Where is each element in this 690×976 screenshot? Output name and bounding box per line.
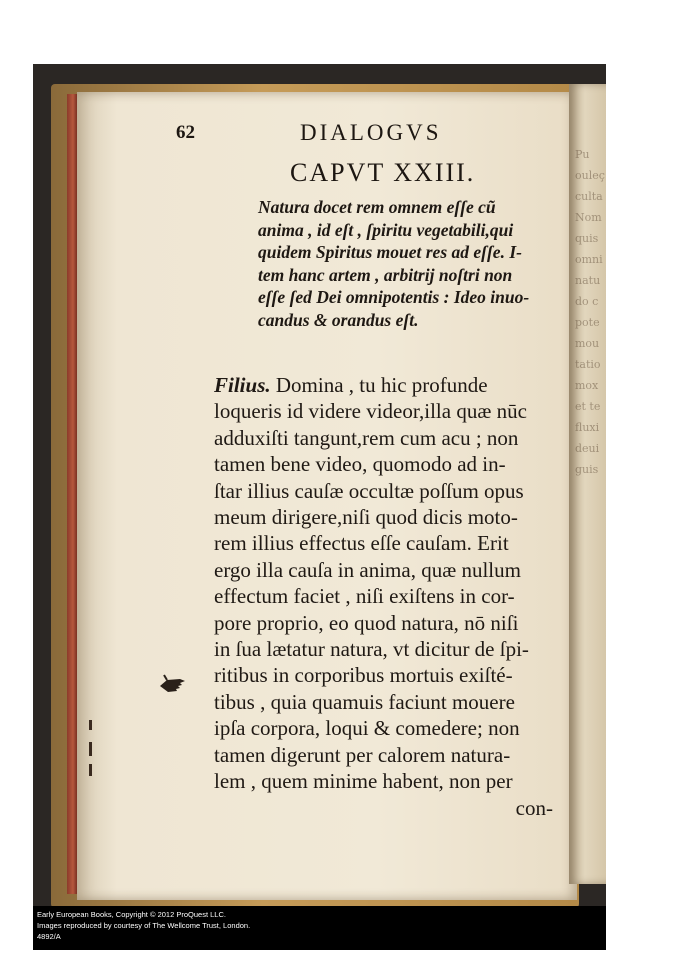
facing-page-fragment: Nom xyxy=(575,211,602,224)
facing-page-fragment: fluxi xyxy=(575,421,600,434)
copyright-footer xyxy=(33,906,606,950)
body-first-line xyxy=(214,372,559,398)
body-line: effectum faciet , niſi exiſtens in cor- xyxy=(214,584,515,609)
summary-line: eſſe ſed Dei omnipotentis : Ideo inuo- xyxy=(258,287,530,308)
body-line: ergo illa cauſa in anima, quæ nullum xyxy=(214,557,521,582)
body-text xyxy=(214,372,559,821)
body-line: tibus , quia quamuis faciunt mouere xyxy=(214,689,515,714)
body-line: lem , quem minime habent, non per xyxy=(214,769,513,794)
body-line: adduxiſti tangunt,rem cum acu ; non xyxy=(214,425,519,450)
facing-page-fragment: tatio xyxy=(575,358,601,371)
body-line: pore proprio, eo quod natura, nō niſi xyxy=(214,610,519,635)
summary-line: Natura docet rem omnem eſſe cũ xyxy=(258,197,496,217)
catchword: con- xyxy=(515,795,553,820)
manicule-icon xyxy=(158,672,188,698)
facing-page-fragment: ouleç xyxy=(575,169,605,182)
running-head: DIALOGVS xyxy=(300,120,442,145)
margin-mark-icon xyxy=(88,720,94,776)
page-edge-red xyxy=(67,94,77,894)
body-line: ritibus in corporibus mortuis exiſté- xyxy=(214,663,513,688)
body-line: tamen digerunt per calorem natura- xyxy=(214,742,511,767)
body-line: ipſa corpora, loqui & comedere; non xyxy=(214,716,520,741)
body-line: rem illius effectus eſſe cauſam. Erit xyxy=(214,531,509,556)
body-line: tamen bene video, quomodo ad in- xyxy=(214,452,506,477)
footer-copyright: Early European Books, Copyright © 2012 ProQuest LLC. xyxy=(37,910,226,919)
summary-line: anima , id eſt , ſpiritu vegetabili,qui xyxy=(258,219,514,240)
body-first-line-text: Domina , tu hic profunde xyxy=(270,373,488,397)
body-line: in ſua lætatur natura, vt dicitur de ſpi- xyxy=(214,637,529,662)
summary-line: quidem Spiritus mouet res ad eſſe. I- xyxy=(258,242,522,263)
facing-page-fragment: deui xyxy=(575,442,600,455)
facing-page-text xyxy=(575,144,606,480)
facing-page-fragment: Pu xyxy=(575,148,590,161)
facing-page-fragment: mou xyxy=(575,337,600,350)
facing-page-fragment: omni xyxy=(575,253,603,266)
body-line: loqueris id videre videor,illa quæ nūc xyxy=(214,399,527,424)
chapter-heading: CAPVT XXIII. xyxy=(290,158,476,187)
facing-page-fragment: mox xyxy=(575,379,599,392)
facing-page-fragment: culta xyxy=(575,190,603,203)
summary-line: candus & orandus eſt. xyxy=(258,309,419,330)
facing-page-fragment: guis xyxy=(575,463,599,476)
facing-page-fragment: et te xyxy=(575,400,601,413)
facing-page-fragment: do c xyxy=(575,295,599,308)
footer-shelfmark: 4892/A xyxy=(37,932,61,941)
facing-page-fragment: natu xyxy=(575,274,601,287)
speaker-label: Filius. xyxy=(214,373,271,397)
chapter-summary xyxy=(258,196,548,332)
facing-page-edge xyxy=(569,84,606,884)
facing-page-fragment: pote xyxy=(575,316,600,329)
facing-page-fragment: quis xyxy=(575,232,599,245)
page-number: 62 xyxy=(176,122,195,143)
body-line: meum dirigere,niſi quod dicis moto- xyxy=(214,505,518,530)
summary-line: tem hanc artem , arbitrij noſtri non xyxy=(258,264,513,285)
body-line: ſtar illius cauſæ occultæ poſſum opus xyxy=(214,478,524,503)
footer-courtesy: Images reproduced by courtesy of The Wellcome Trust, London. xyxy=(37,921,251,930)
